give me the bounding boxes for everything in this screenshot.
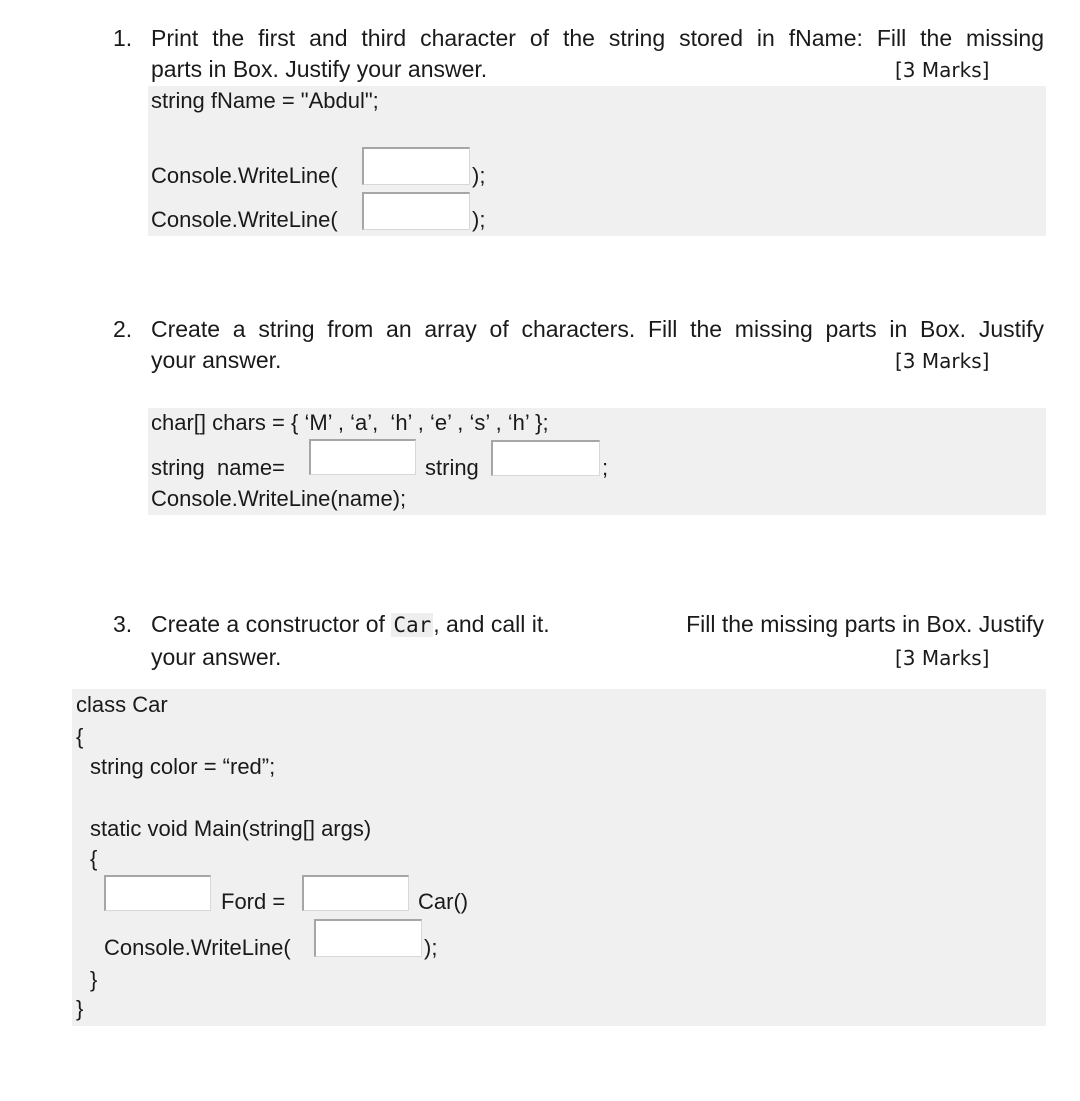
q3-code-car-inline: Car xyxy=(393,613,432,637)
q3-code-open-brace-1: { xyxy=(76,724,84,749)
q2-code-write: Console.WriteLine(name); xyxy=(151,486,407,511)
q3-answer-box-1[interactable] xyxy=(104,875,211,911)
q3-code-close-brace-1: } xyxy=(76,996,84,1021)
q2-code-name-post: ; xyxy=(602,455,609,480)
q3-answer-box-2[interactable] xyxy=(302,875,409,911)
q2-number: 2. xyxy=(113,316,133,342)
q2-text-line1: Create a string from an array of characters. Fill the missing parts in Box. Justify xyxy=(151,316,1044,342)
q2-marks: [3 Marks] xyxy=(895,349,990,373)
q1-code-write2 xyxy=(151,205,338,235)
q1-code-decl: string fName = "Abdul"; xyxy=(151,88,379,113)
q3-code-close-brace-2: } xyxy=(90,967,98,992)
q1-write1-pre: Console.WriteLine( xyxy=(151,163,338,188)
q3-text-line1 xyxy=(151,609,1044,641)
q3-code-block xyxy=(72,689,1046,1026)
q3-code-main: static void Main(string[] args) xyxy=(90,816,372,841)
q1-text-line2: parts in Box. Justify your answer. xyxy=(151,56,488,82)
q1-marks: [3 Marks] xyxy=(895,58,990,82)
q1-code-write1 xyxy=(151,161,338,191)
q1-write2-post: ); xyxy=(472,207,486,232)
q3-number: 3. xyxy=(113,611,133,637)
q3-code-ford: Ford = xyxy=(221,889,286,914)
q2-answer-box-1[interactable] xyxy=(309,439,416,475)
q3-answer-box-3[interactable] xyxy=(314,919,422,957)
q1-number: 1. xyxy=(113,25,133,51)
q1-text-line1: Print the first and third character of the string stored in fName: Fill the missing xyxy=(151,25,1044,51)
q1-answer-box-2[interactable] xyxy=(362,192,470,230)
q2-code-name-pre: string name= xyxy=(151,455,285,480)
q2-code-name-mid: string xyxy=(425,455,479,480)
q3-code-car: Car() xyxy=(418,889,469,914)
q3-code-open-brace-2: { xyxy=(90,846,98,871)
q3-code-write-post: ); xyxy=(424,935,438,960)
q1-write1-post: ); xyxy=(472,163,486,188)
q3-marks: [3 Marks] xyxy=(895,646,990,670)
q3-text-line1-mid: , and call it. xyxy=(433,611,550,637)
q3-code-class: class Car xyxy=(76,692,168,717)
q2-code-chars: char[] chars = { ‘M’ , ‘a’, ‘h’ , ‘e’ , ‘s’ , ‘h’ }; xyxy=(151,410,549,435)
q3-text-line2: your answer. xyxy=(151,644,282,670)
q2-text-line2: your answer. xyxy=(151,347,282,373)
q2-answer-box-2[interactable] xyxy=(491,440,600,476)
q3-code-color: string color = “red”; xyxy=(90,754,276,779)
q3-text-line1-pre: Create a constructor of xyxy=(151,611,392,637)
q3-code-write-pre: Console.WriteLine( xyxy=(104,935,291,960)
q1-answer-box-1[interactable] xyxy=(362,147,470,185)
q1-write2-pre: Console.WriteLine( xyxy=(151,207,338,232)
q3-text-line1-post: Fill the missing parts in Box. Justify xyxy=(686,611,1044,637)
